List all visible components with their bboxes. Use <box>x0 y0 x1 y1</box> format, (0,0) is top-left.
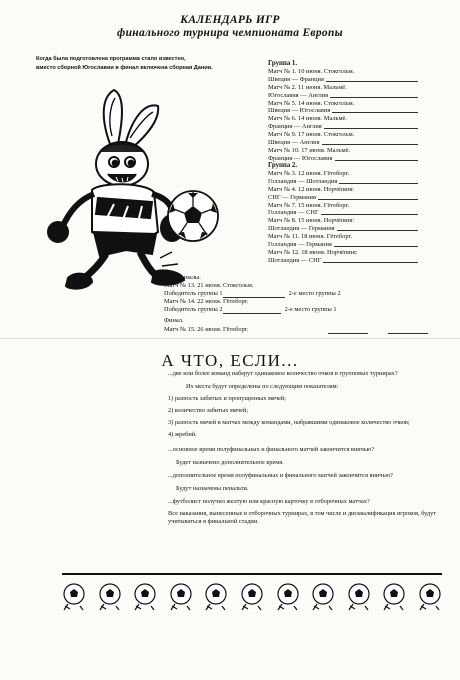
group-1-schedule <box>268 60 418 163</box>
group-title: Группа 1. <box>268 60 298 67</box>
rule-criterion: 1) разность забитых и пропущенных мячей; <box>168 395 286 403</box>
knockout-schedule <box>164 274 444 334</box>
rabbit-mascot-illustration <box>22 82 192 292</box>
page-fold-line <box>0 338 460 339</box>
fixture-line: Голландия — Германия <box>268 241 418 249</box>
fixture-line: Шотландия — СНГ <box>268 257 418 265</box>
fixture-line: Швеция — Франция <box>268 76 418 84</box>
schedule-line: Матч № 5. 14 июня. Стокгольм. <box>268 99 355 107</box>
football-motif-icon <box>382 582 406 612</box>
football-motif-icon <box>98 582 122 612</box>
rule-answer: Будет назначено дополнительное время. <box>176 458 284 466</box>
football-motif-icon <box>62 582 86 612</box>
schedule-line: Матч № 11. 18 июня. Гётеборг. <box>268 233 353 241</box>
intro-note <box>36 55 251 73</box>
football-motif-icon <box>418 582 442 612</box>
group-title: Группа 2. <box>268 162 298 169</box>
footer-rule <box>62 573 442 575</box>
football-icon <box>166 189 220 243</box>
title-line-1: КАЛЕНДАРЬ ИГР <box>180 14 280 26</box>
schedule-line: Матч № 1. 10 июня. Стокгольм. <box>268 67 355 75</box>
semifinal-1-pairing: Победитель группы 1 2-е место группы 2 <box>164 290 341 298</box>
schedule-line: Матч № 8. 15 июня. Норчёпинг. <box>268 217 355 225</box>
semifinal-1-header: Матч № 13. 21 июня. Стокгольм. <box>164 282 254 290</box>
football-motif-icon <box>276 582 300 612</box>
rule-answer: Их места будут определены по следующим показателям: <box>186 383 339 391</box>
schedule-line: Матч № 7. 15 июня. Гётеборг. <box>268 201 350 209</box>
whatif-heading: А ЧТО, ЕСЛИ... <box>161 351 299 370</box>
football-motif-icon <box>204 582 228 612</box>
football-motif-icon <box>311 582 335 612</box>
fixture-line: Голландия — Шотландия <box>268 178 418 186</box>
football-motif-icon <box>169 582 193 612</box>
page-title <box>0 14 460 40</box>
schedule-line: Матч № 4. 12 июня. Норчёпинг. <box>268 185 355 193</box>
final-header: Матч № 15. 26 июня. Гётеборг. <box>164 326 444 334</box>
rule-answer: Все наказания, вынесенные в отборочных турнирах, в том числе и дисквалификация игроков, будут учитываться в финальной стадии. <box>168 510 437 526</box>
rule-question: ...дополнительное время полуфинальных и финального матчей закончится вничью? <box>168 471 393 479</box>
fixture-line: Швеция — Югославия <box>268 107 418 115</box>
intro-line-2: вместо сборной Югославии в финал включена сборная Дании. <box>36 65 213 71</box>
rule-criterion: 2) количество забитых мячей; <box>168 407 248 415</box>
semifinal-2-pairing: Победитель группы 2 2-е место группы 1 <box>164 306 337 314</box>
fixture-line: Голландия — СНГ <box>268 209 418 217</box>
schedule-line: Матч № 9. 17 июня. Стокгольм. <box>268 131 355 139</box>
football-motif-icon <box>347 582 371 612</box>
intro-line-1: Когда была подготовлена программа стало известно, <box>36 56 186 62</box>
semifinals-title: Полуфиналы. <box>164 274 201 281</box>
rule-question: ...основное время полуфинальных и финального матчей закончится вничью? <box>168 445 375 453</box>
schedule-line: Матч № 2. 11 июня. Мальмё. <box>268 83 347 91</box>
schedule-line: Матч № 6. 14 июня. Мальмё. <box>268 115 347 123</box>
final-title: Финал. <box>164 317 184 325</box>
schedule-line: Матч № 12. 18 июня. Норчёпинг. <box>268 248 358 256</box>
group-2-schedule <box>268 162 418 265</box>
football-motif-icon <box>240 582 264 612</box>
title-line-2: финального турнира чемпионата Европы <box>117 27 343 39</box>
fixture-line: Франция — Англия <box>268 123 418 131</box>
schedule-line: Матч № 3. 12 июня. Гётеборг. <box>268 169 350 177</box>
fixture-line: Югославия — Англия <box>268 92 418 100</box>
whatif-rules <box>168 370 450 526</box>
rule-answer: Будут назначены пенальти. <box>176 484 249 492</box>
schedule-line: Матч № 10. 17 июня. Мальмё. <box>268 146 351 154</box>
rule-question: ...две или более команд наберут одинаковое количество очков в групповых турнирах? <box>168 370 398 377</box>
fixture-line: СНГ — Германия <box>268 194 418 202</box>
rule-question: ...футболист получил желтую или красную карточку в отборочных матчах? <box>168 497 370 505</box>
football-motif-icon <box>133 582 157 612</box>
footer-ball-ornament <box>62 582 442 620</box>
rule-criterion: 3) разность мячей в матчах между командами, набравшими одинаковое количество очков; <box>168 419 410 427</box>
semifinal-2-header: Матч № 14. 22 июня. Гётеборг. <box>164 298 249 306</box>
fixture-line: Франция — Югославия <box>268 155 418 163</box>
fixture-line: Шотландия — Германия <box>268 225 418 233</box>
fixture-line: Швеция — Англия <box>268 139 418 147</box>
rule-criterion: 4) жребий. <box>168 431 197 439</box>
